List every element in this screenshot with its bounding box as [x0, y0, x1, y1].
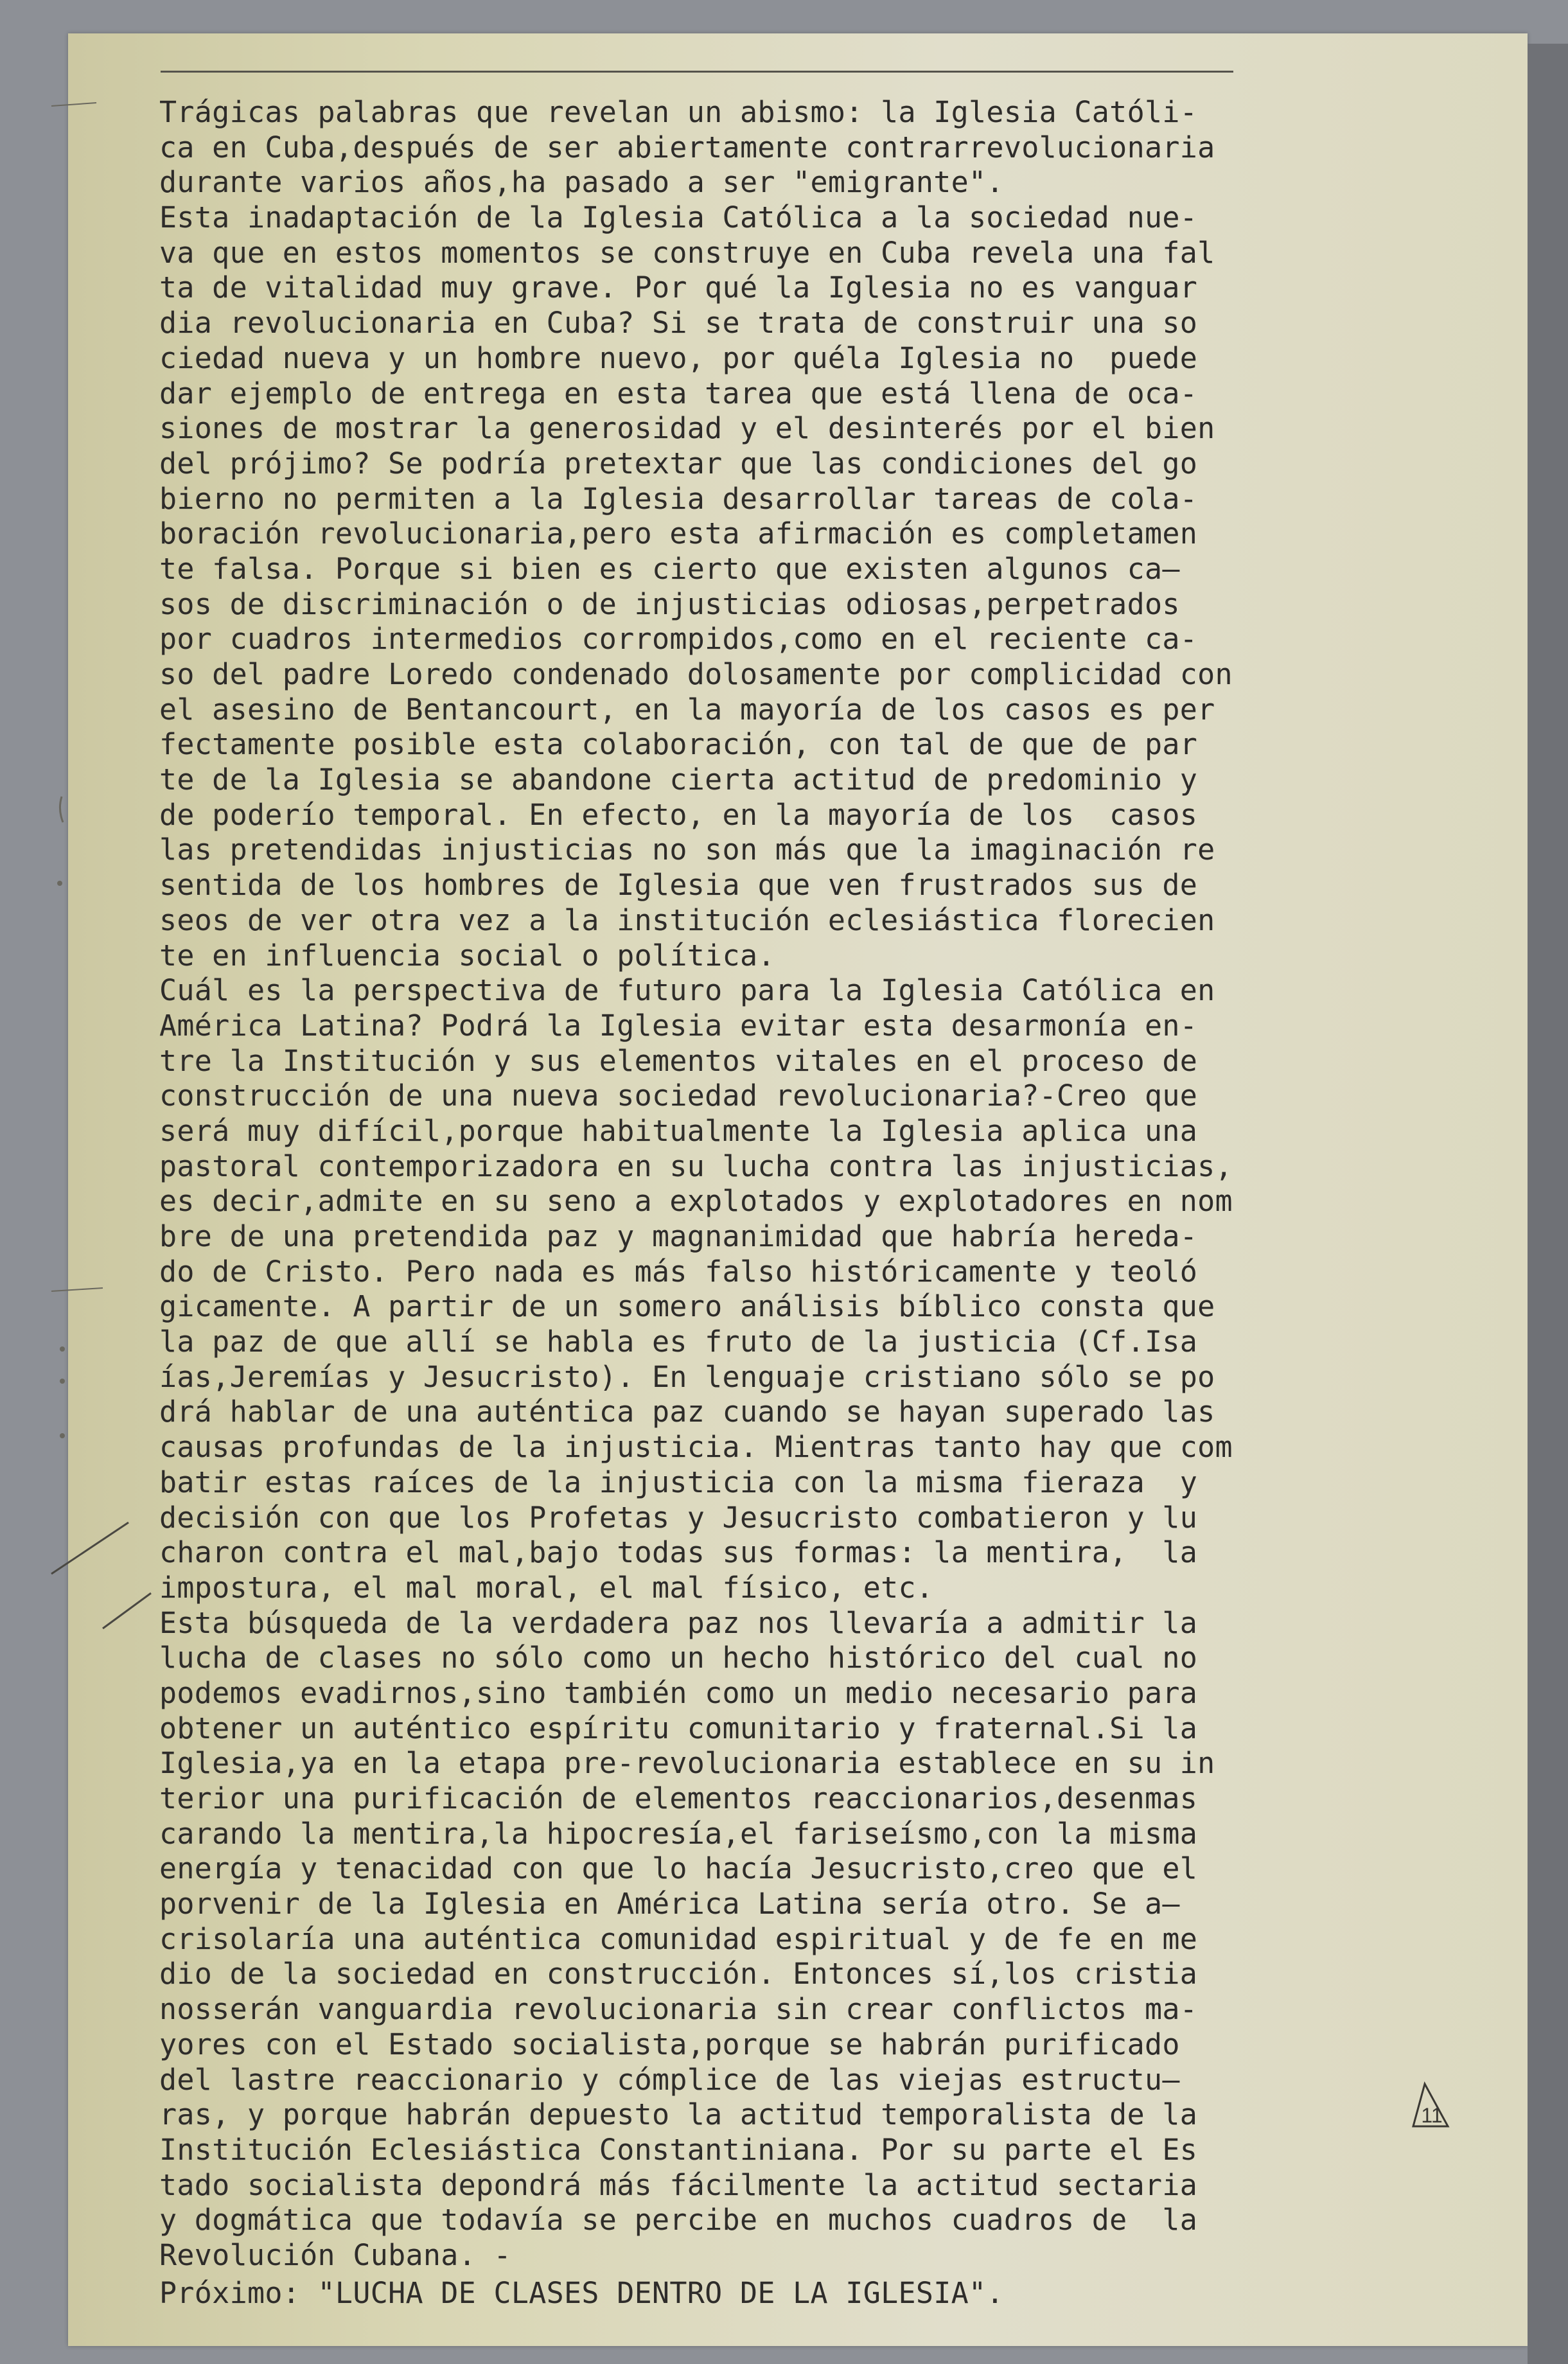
text-line: Iglesia,ya en la etapa pre-revolucionaria establece en su in: [159, 1746, 1215, 1781]
top-rule: [161, 71, 1233, 73]
text-line: durante varios años,ha pasado a ser "emigrante".: [159, 165, 1004, 200]
text-line: do de Cristo. Pero nada es más falso históricamente y teoló: [159, 1254, 1198, 1289]
text-line: las pretendidas injusticias no son más que la imaginación re: [159, 833, 1215, 867]
text-line: bre de una pretendida paz y magnanimidad que habría hereda-: [159, 1219, 1198, 1253]
text-line: de poderío temporal. En efecto, en la mayoría de los casos: [159, 797, 1198, 832]
text-line: so del padre Loredo condenado dolosamente por complicidad con: [159, 657, 1233, 691]
text-line: yores con el Estado socialista,porque se habrán purificado: [159, 2027, 1180, 2061]
text-line: te en influencia social o política.: [159, 938, 775, 973]
text-line: por cuadros intermedios corrompidos,como en el reciente ca-: [159, 622, 1198, 657]
text-line: la paz de que allí se habla es fruto de la justicia (Cf.Isa: [159, 1325, 1198, 1359]
text-line: te falsa. Porque si bien es cierto que existen algunos ca—: [159, 551, 1180, 586]
text-line: batir estas raíces de la injusticia con la misma fieraza y: [159, 1465, 1198, 1499]
text-line: fectamente posible esta colaboración, con tal de que de par: [159, 727, 1198, 762]
text-line: y dogmática que todavía se percibe en muchos cuadros de la: [159, 2203, 1198, 2237]
text-line: carando la mentira,la hipocresía,el fariseísmo,con la misma: [159, 1816, 1198, 1851]
page-number-mark: [1399, 2080, 1450, 2130]
text-line: porvenir de la Iglesia en América Latina sería otro. Se a—: [159, 1887, 1180, 1921]
text-line: sentida de los hombres de Iglesia que ven frustrados sus de: [159, 868, 1198, 903]
text-line: drá hablar de una auténtica paz cuando se hayan superado las: [159, 1395, 1215, 1429]
text-line: ta de vitalidad muy grave. Por qué la Iglesia no es vanguar: [159, 270, 1198, 305]
text-line: ías,Jeremías y Jesucristo). En lenguaje cristiano sólo se po: [159, 1359, 1215, 1394]
page-number: 11: [1421, 2104, 1443, 2127]
text-line: lucha de clases no sólo como un hecho histórico del cual no: [159, 1641, 1198, 1675]
text-line: construcción de una nueva sociedad revolucionaria?-Creo que: [159, 1079, 1198, 1113]
text-line: seos de ver otra vez a la institución eclesiástica florecien: [159, 903, 1215, 937]
text-line: podemos evadirnos,sino también como un medio necesario para: [159, 1675, 1198, 1710]
text-line: Institución Eclesiástica Constantiniana. Por su parte el Es: [159, 2132, 1198, 2167]
text-line: dia revolucionaria en Cuba? Si se trata de construir una so: [159, 306, 1198, 340]
text-line: crisolaría una auténtica comunidad espiritual y de fe en me: [159, 1921, 1198, 1956]
text-line: ciedad nueva y un hombre nuevo, por quéla Iglesia no puede: [159, 340, 1198, 375]
text-line: gicamente. A partir de un somero análisis bíblico consta que: [159, 1289, 1215, 1324]
text-line: causas profundas de la injusticia. Mientras tanto hay que com: [159, 1430, 1233, 1465]
text-line: dio de la sociedad en construcción. Entonces sí,los cristia: [159, 1957, 1198, 1991]
body-text: [159, 95, 1264, 2311]
text-line: dar ejemplo de entrega en esta tarea que está llena de oca-: [159, 376, 1198, 410]
margin-pencil-marks: [39, 96, 167, 1638]
text-line: Trágicas palabras que revelan un abismo: la Iglesia Católi-: [159, 95, 1198, 129]
text-line: impostura, el mal moral, el mal físico, etc.: [159, 1570, 934, 1605]
text-line: va que en estos momentos se construye en Cuba revela una fal: [159, 235, 1215, 270]
text-line: es decir,admite en su seno a explotados y explotadores en nom: [159, 1184, 1233, 1219]
text-line: América Latina? Podrá la Iglesia evitar esta desarmonía en-: [159, 1008, 1198, 1043]
text-line: boración revolucionaria,pero esta afirmación es completamen: [159, 516, 1198, 551]
text-line: Revolución Cubana. -: [159, 2237, 511, 2272]
text-line: charon contra el mal,bajo todas sus formas: la mentira, la: [159, 1535, 1198, 1570]
text-line: el asesino de Bentancourt, en la mayoría de los casos es per: [159, 692, 1215, 727]
text-line: tado socialista depondrá más fácilmente la actitud sectaria: [159, 2167, 1198, 2202]
text-line: sos de discriminación o de injusticias odiosas,perpetrados: [159, 587, 1180, 621]
text-line: siones de mostrar la generosidad y el desinterés por el bien: [159, 411, 1215, 446]
text-line: del lastre reaccionario y cómplice de las viejas estructu—: [159, 2062, 1180, 2097]
text-line: bierno no permiten a la Iglesia desarrollar tareas de cola-: [159, 481, 1198, 516]
text-line: obtener un auténtico espíritu comunitario y fraternal.Si la: [159, 1711, 1198, 1745]
text-line: pastoral contemporizadora en su lucha contra las injusticias,: [159, 1149, 1233, 1183]
text-line: tre la Institución y sus elementos vitales en el proceso de: [159, 1043, 1198, 1078]
text-line: terior una purificación de elementos reaccionarios,desenmas: [159, 1781, 1198, 1815]
text-line: Cuál es la perspectiva de futuro para la Iglesia Católica en: [159, 973, 1215, 1008]
text-line: te de la Iglesia se abandone cierta actitud de predominio y: [159, 763, 1198, 797]
scan-border: [1528, 44, 1568, 2364]
text-line: ras, y porque habrán depuesto la actitud temporalista de la: [159, 2097, 1198, 2132]
text-line: nosserán vanguardia revolucionaria sin crear conflictos ma-: [159, 1992, 1198, 2027]
text-line: Esta inadaptación de la Iglesia Católica a la sociedad nue-: [159, 200, 1198, 235]
text-line: decisión con que los Profetas y Jesucristo combatieron y lu: [159, 1500, 1198, 1535]
text-line: del prójimo? Se podría pretextar que las condiciones del go: [159, 446, 1198, 481]
text-line: será muy difícil,porque habitualmente la Iglesia aplica una: [159, 1113, 1198, 1148]
text-line: energía y tenacidad con que lo hacía Jesucristo,creo que el: [159, 1851, 1198, 1886]
text-line: Esta búsqueda de la verdadera paz nos llevaría a admitir la: [159, 1605, 1198, 1640]
text-line: ca en Cuba,después de ser abiertamente contrarrevolucionaria: [159, 130, 1215, 164]
next-article-line: Próximo: "LUCHA DE CLASES DENTRO DE LA IGLESIA".: [159, 2275, 1004, 2310]
